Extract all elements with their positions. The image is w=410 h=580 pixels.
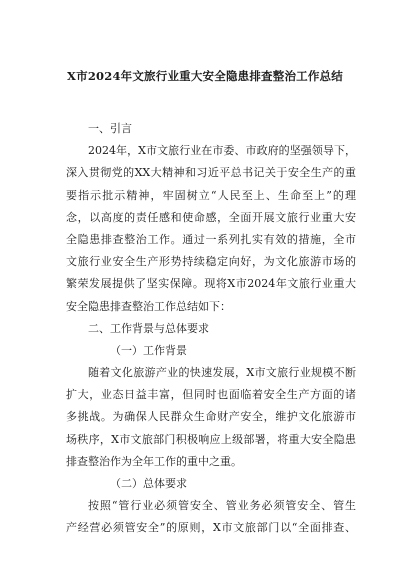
paragraph-line: 按照“管行业必须管安全、管业务必须管安全、管生 bbox=[88, 499, 356, 513]
paragraph-requirements bbox=[66, 495, 356, 539]
document-body bbox=[66, 118, 356, 540]
paragraph-line: 繁荣发展提供了坚实保障。现将X市2024年文旅行业重大 bbox=[66, 277, 356, 291]
document-title: X市2024年文旅行业重大安全隐患排查整治工作总结 bbox=[67, 69, 343, 83]
paragraph-line: 文旅行业安全生产形势持续稳定向好，为文化旅游市场的 bbox=[66, 255, 356, 269]
paragraph-line: 安全隐患排查整治工作总结如下： bbox=[66, 299, 231, 313]
paragraph-line: 产经营必须管安全”的原则，X市文旅部门以“全面排查、 bbox=[66, 521, 356, 535]
paragraph-line: 随着文化旅游产业的快速发展，X市文旅行业规模不断 bbox=[88, 366, 356, 380]
paragraph-background bbox=[66, 362, 356, 473]
section-heading-background: 二、工作背景与总体要求 bbox=[88, 321, 209, 335]
subsection-heading-background: （一）工作背景 bbox=[110, 343, 187, 357]
paragraph-line: 念，以高度的责任感和使命感，全面开展文旅行业重大安 bbox=[66, 210, 356, 224]
paragraph-line: 多挑战。为确保人民群众生命财产安全，维护文化旅游市 bbox=[66, 410, 356, 424]
paragraph-line: 2024年，X市文旅行业在市委、市政府的坚强领导下， bbox=[88, 144, 356, 158]
paragraph-line: 扩大，业态日益丰富，但同时也面临着安全生产方面的诸 bbox=[66, 388, 356, 402]
paragraph-line: 排查整治作为全年工作的重中之重。 bbox=[66, 454, 242, 468]
subsection-heading-requirements: （二）总体要求 bbox=[110, 477, 187, 490]
paragraph-introduction bbox=[66, 140, 356, 318]
paragraph-line: 深入贯彻党的XX大精神和习近平总书记关于安全生产的重 bbox=[66, 166, 356, 180]
paragraph-line: 场秩序，X市文旅部门积极响应上级部署，将重大安全隐患 bbox=[66, 432, 356, 446]
paragraph-line: 全隐患排查整治工作。通过一系列扎实有效的措施，全市 bbox=[66, 232, 356, 246]
paragraph-line: 要指示批示精神，牢固树立“人民至上、生命至上”的理 bbox=[66, 188, 356, 202]
section-heading-introduction: 一、引言 bbox=[88, 122, 132, 135]
